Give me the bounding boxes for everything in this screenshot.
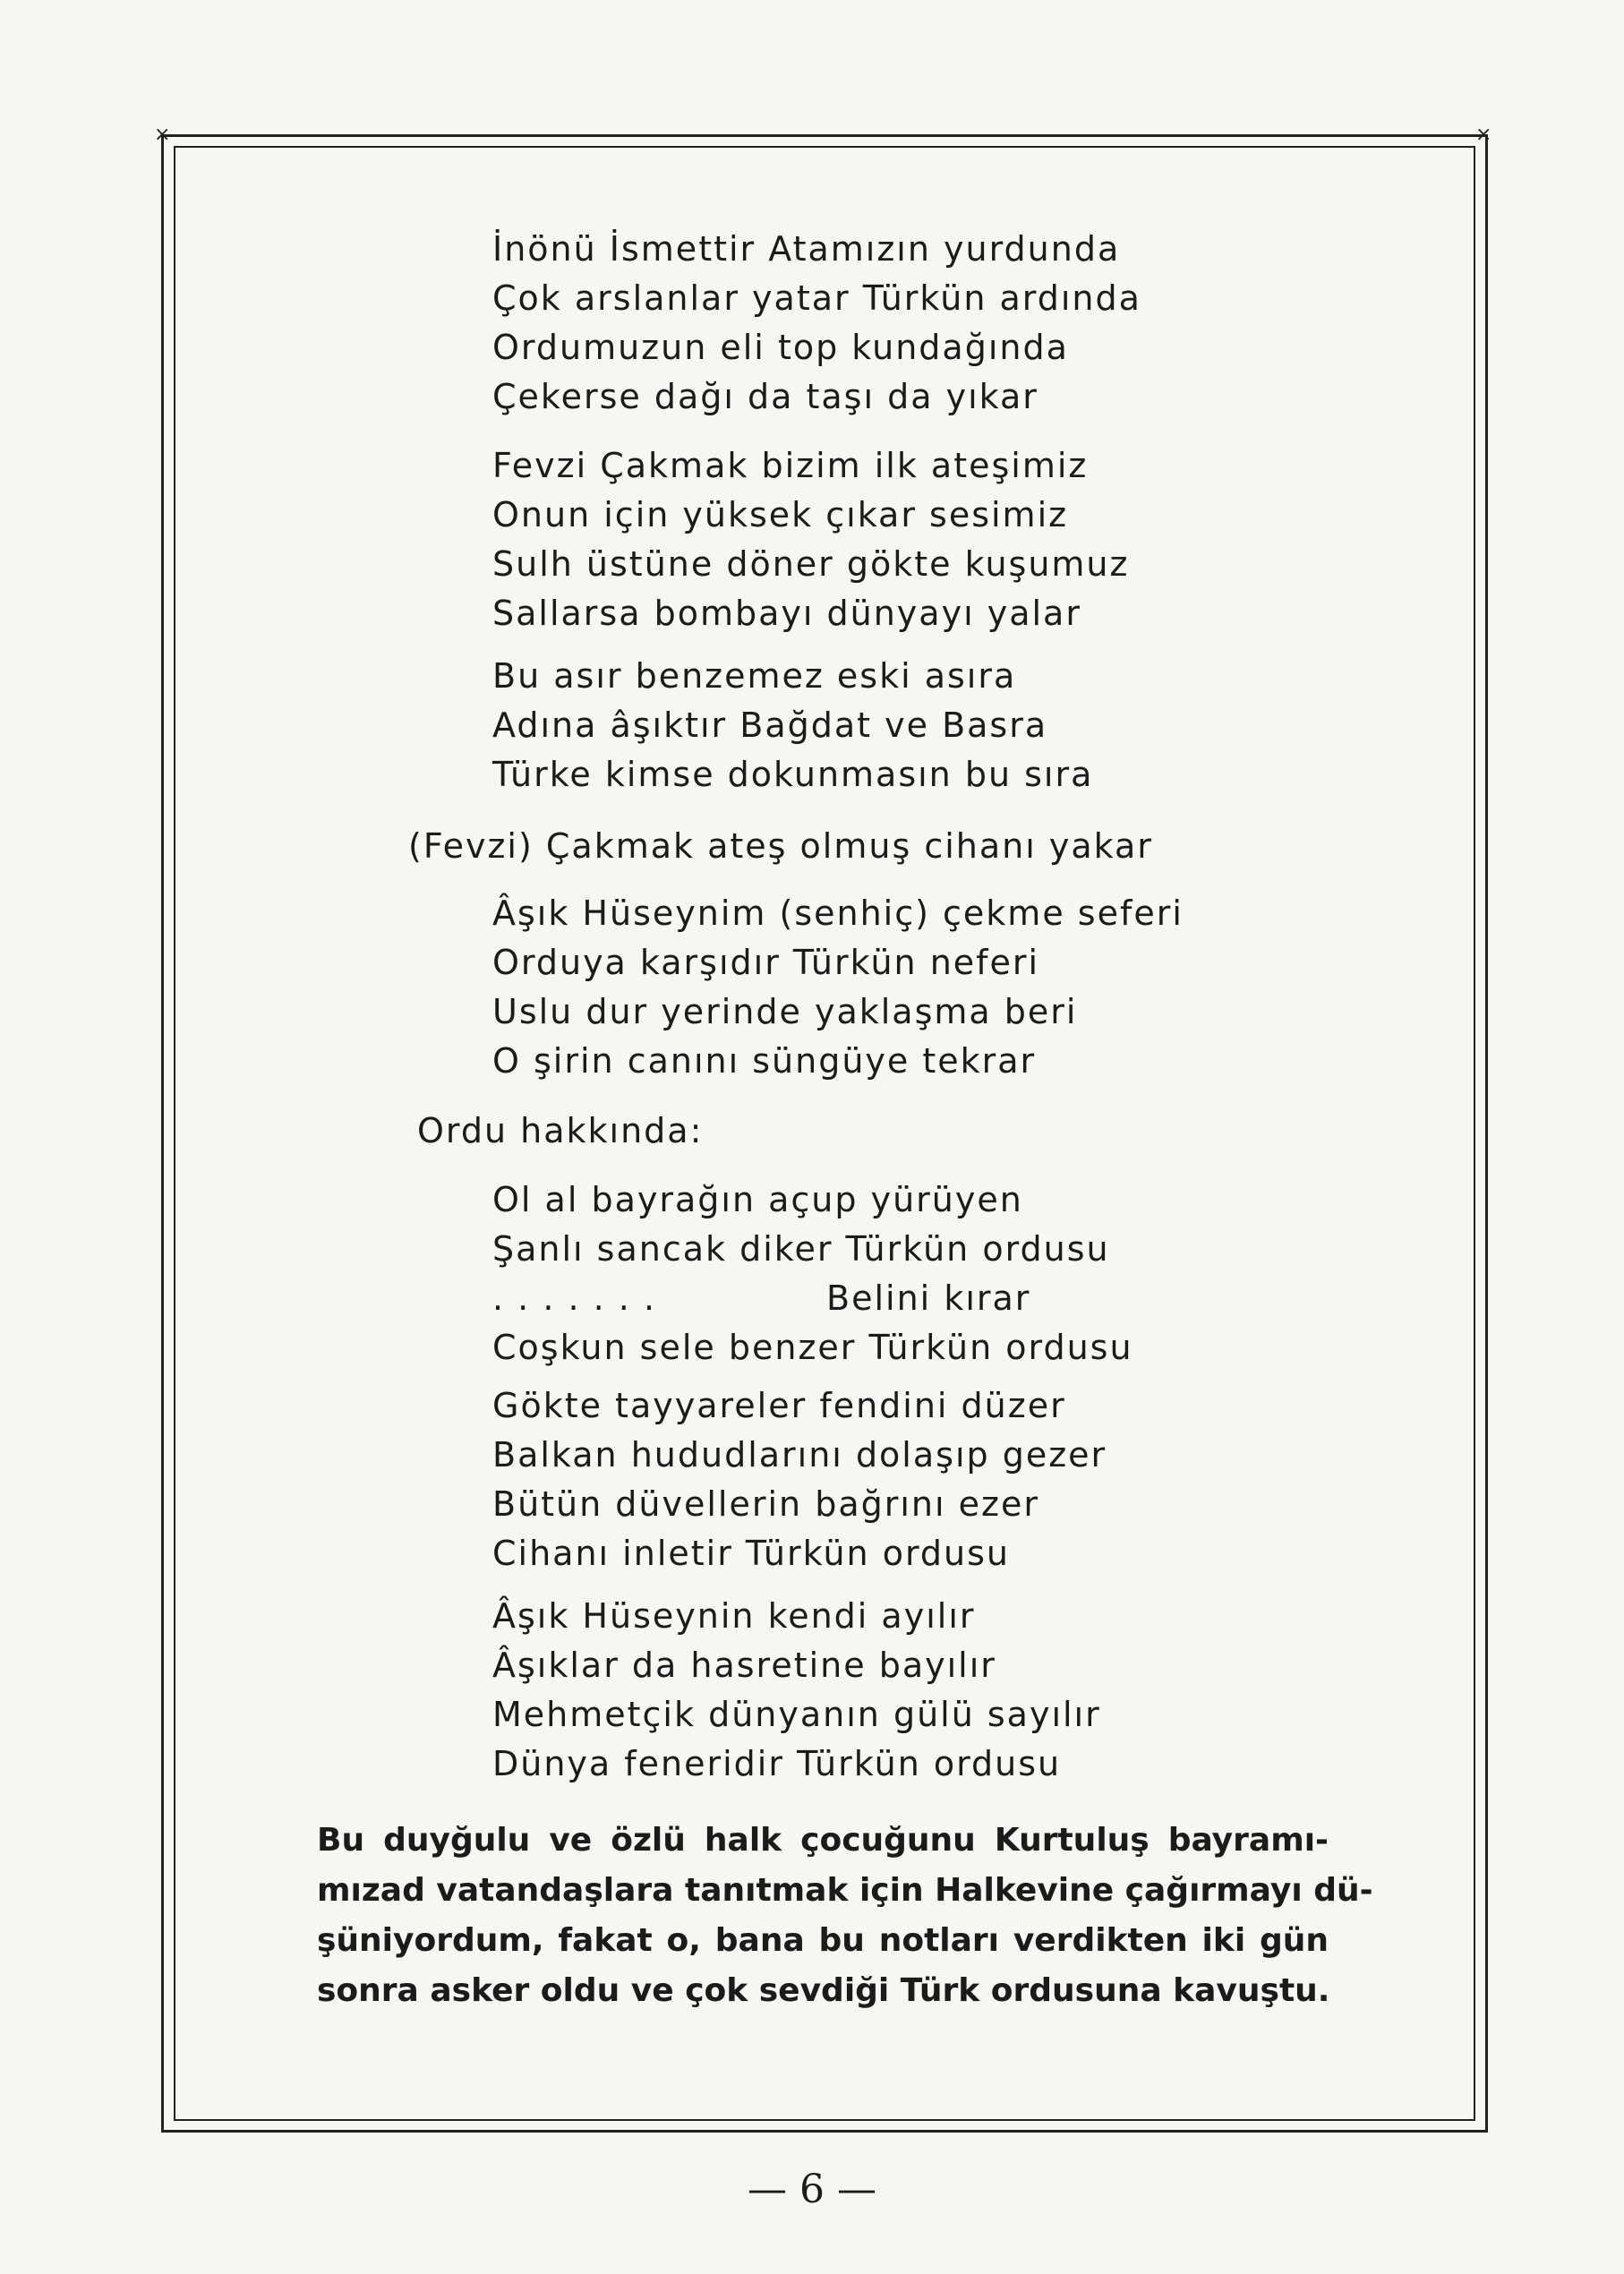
stanza-5 — [492, 1175, 1133, 1372]
verse-line: Çekerse dağı da taşı da yıkar — [492, 377, 1039, 416]
verse-line: Türke kimse dokunmasın bu sıra — [492, 755, 1094, 794]
stanza-7 — [492, 1592, 1101, 1789]
closing-paragraph — [317, 1816, 1373, 2016]
page-number: — 6 — — [748, 2167, 876, 2212]
verse-line — [492, 1274, 1133, 1323]
page-content — [174, 146, 1475, 2121]
verse-line: Bütün düvellerin bağrını ezer — [492, 1484, 1039, 1524]
verse-line: İnönü İsmettir Atamızın yurdunda — [492, 229, 1121, 269]
verse-line: Uslu dur yerinde yaklaşma beri — [492, 992, 1078, 1031]
verse-line: Onun için yüksek çıkar sesimiz — [492, 495, 1069, 534]
verse-line: Ol al bayrağın açup yürüyen — [492, 1180, 1023, 1219]
verse-line: O şirin canını süngüye tekrar — [492, 1041, 1037, 1081]
verse-line: Dünya feneridir Türkün ordusu — [492, 1744, 1062, 1783]
verse-line: Gökte tayyareler fendini düzer — [492, 1386, 1066, 1425]
paragraph-line: sonra asker oldu ve çok sevdiği Türk ordusuna kavuştu. — [317, 1972, 1330, 2009]
verse-line: Çok arslanlar yatar Türkün ardında — [492, 278, 1141, 318]
verse-line: Âşıklar da hasretine bayılır — [492, 1646, 996, 1685]
verse-line: Fevzi Çakmak bizim ilk ateşimiz — [492, 446, 1089, 485]
stanza-1 — [492, 225, 1141, 422]
elided-dots: . . . . . . . — [492, 1278, 657, 1318]
corner-ornament-top-right: × — [1475, 124, 1492, 146]
corner-ornament-top-left: × — [154, 124, 171, 146]
stanza-3 — [492, 652, 1093, 799]
verse-line-fevzi: (Fevzi) Çakmak ateş olmuş cihanı yakar — [408, 826, 1153, 866]
verse-line: Coşkun sele benzer Türkün ordusu — [492, 1328, 1133, 1367]
paragraph-line: Bu duyğulu ve özlü halk çocuğunu Kurtuluş bayramı- — [317, 1822, 1329, 1859]
verse-line: Mehmetçik dünyanın gülü sayılır — [492, 1695, 1101, 1734]
verse-fragment: Belini kırar — [826, 1278, 1031, 1318]
verse-line: Âşık Hüseynin kendi ayılır — [492, 1596, 976, 1636]
section-heading: Ordu hakkında: — [417, 1111, 704, 1150]
verse-line: Bu asır benzemez eski asıra — [492, 656, 1017, 696]
stanza-6 — [492, 1381, 1107, 1578]
verse-line: Ordumuzun eli top kundağında — [492, 328, 1069, 367]
paragraph-line: mızad vatandaşlara tanıtmak için Halkevine çağırmayı dü- — [317, 1872, 1373, 1909]
stanza-2 — [492, 441, 1129, 638]
verse-line: Orduya karşıdır Türkün neferi — [492, 943, 1040, 982]
verse-line: Sallarsa bombayı dünyayı yalar — [492, 594, 1081, 633]
verse-line: Adına âşıktır Bağdat ve Basra — [492, 705, 1048, 745]
verse-line: Şanlı sancak diker Türkün ordusu — [492, 1229, 1110, 1269]
verse-line: Sulh üstüne döner gökte kuşumuz — [492, 544, 1130, 584]
verse-line: Balkan hududlarını dolaşıp gezer — [492, 1435, 1107, 1475]
paragraph-line: şüniyordum, fakat o, bana bu notları verdikten iki gün — [317, 1922, 1329, 1959]
stanza-4 — [492, 889, 1184, 1086]
verse-line: Cihanı inletir Türkün ordusu — [492, 1534, 1010, 1573]
verse-line: Âşık Hüseynim (senhiç) çekme seferi — [492, 893, 1184, 933]
